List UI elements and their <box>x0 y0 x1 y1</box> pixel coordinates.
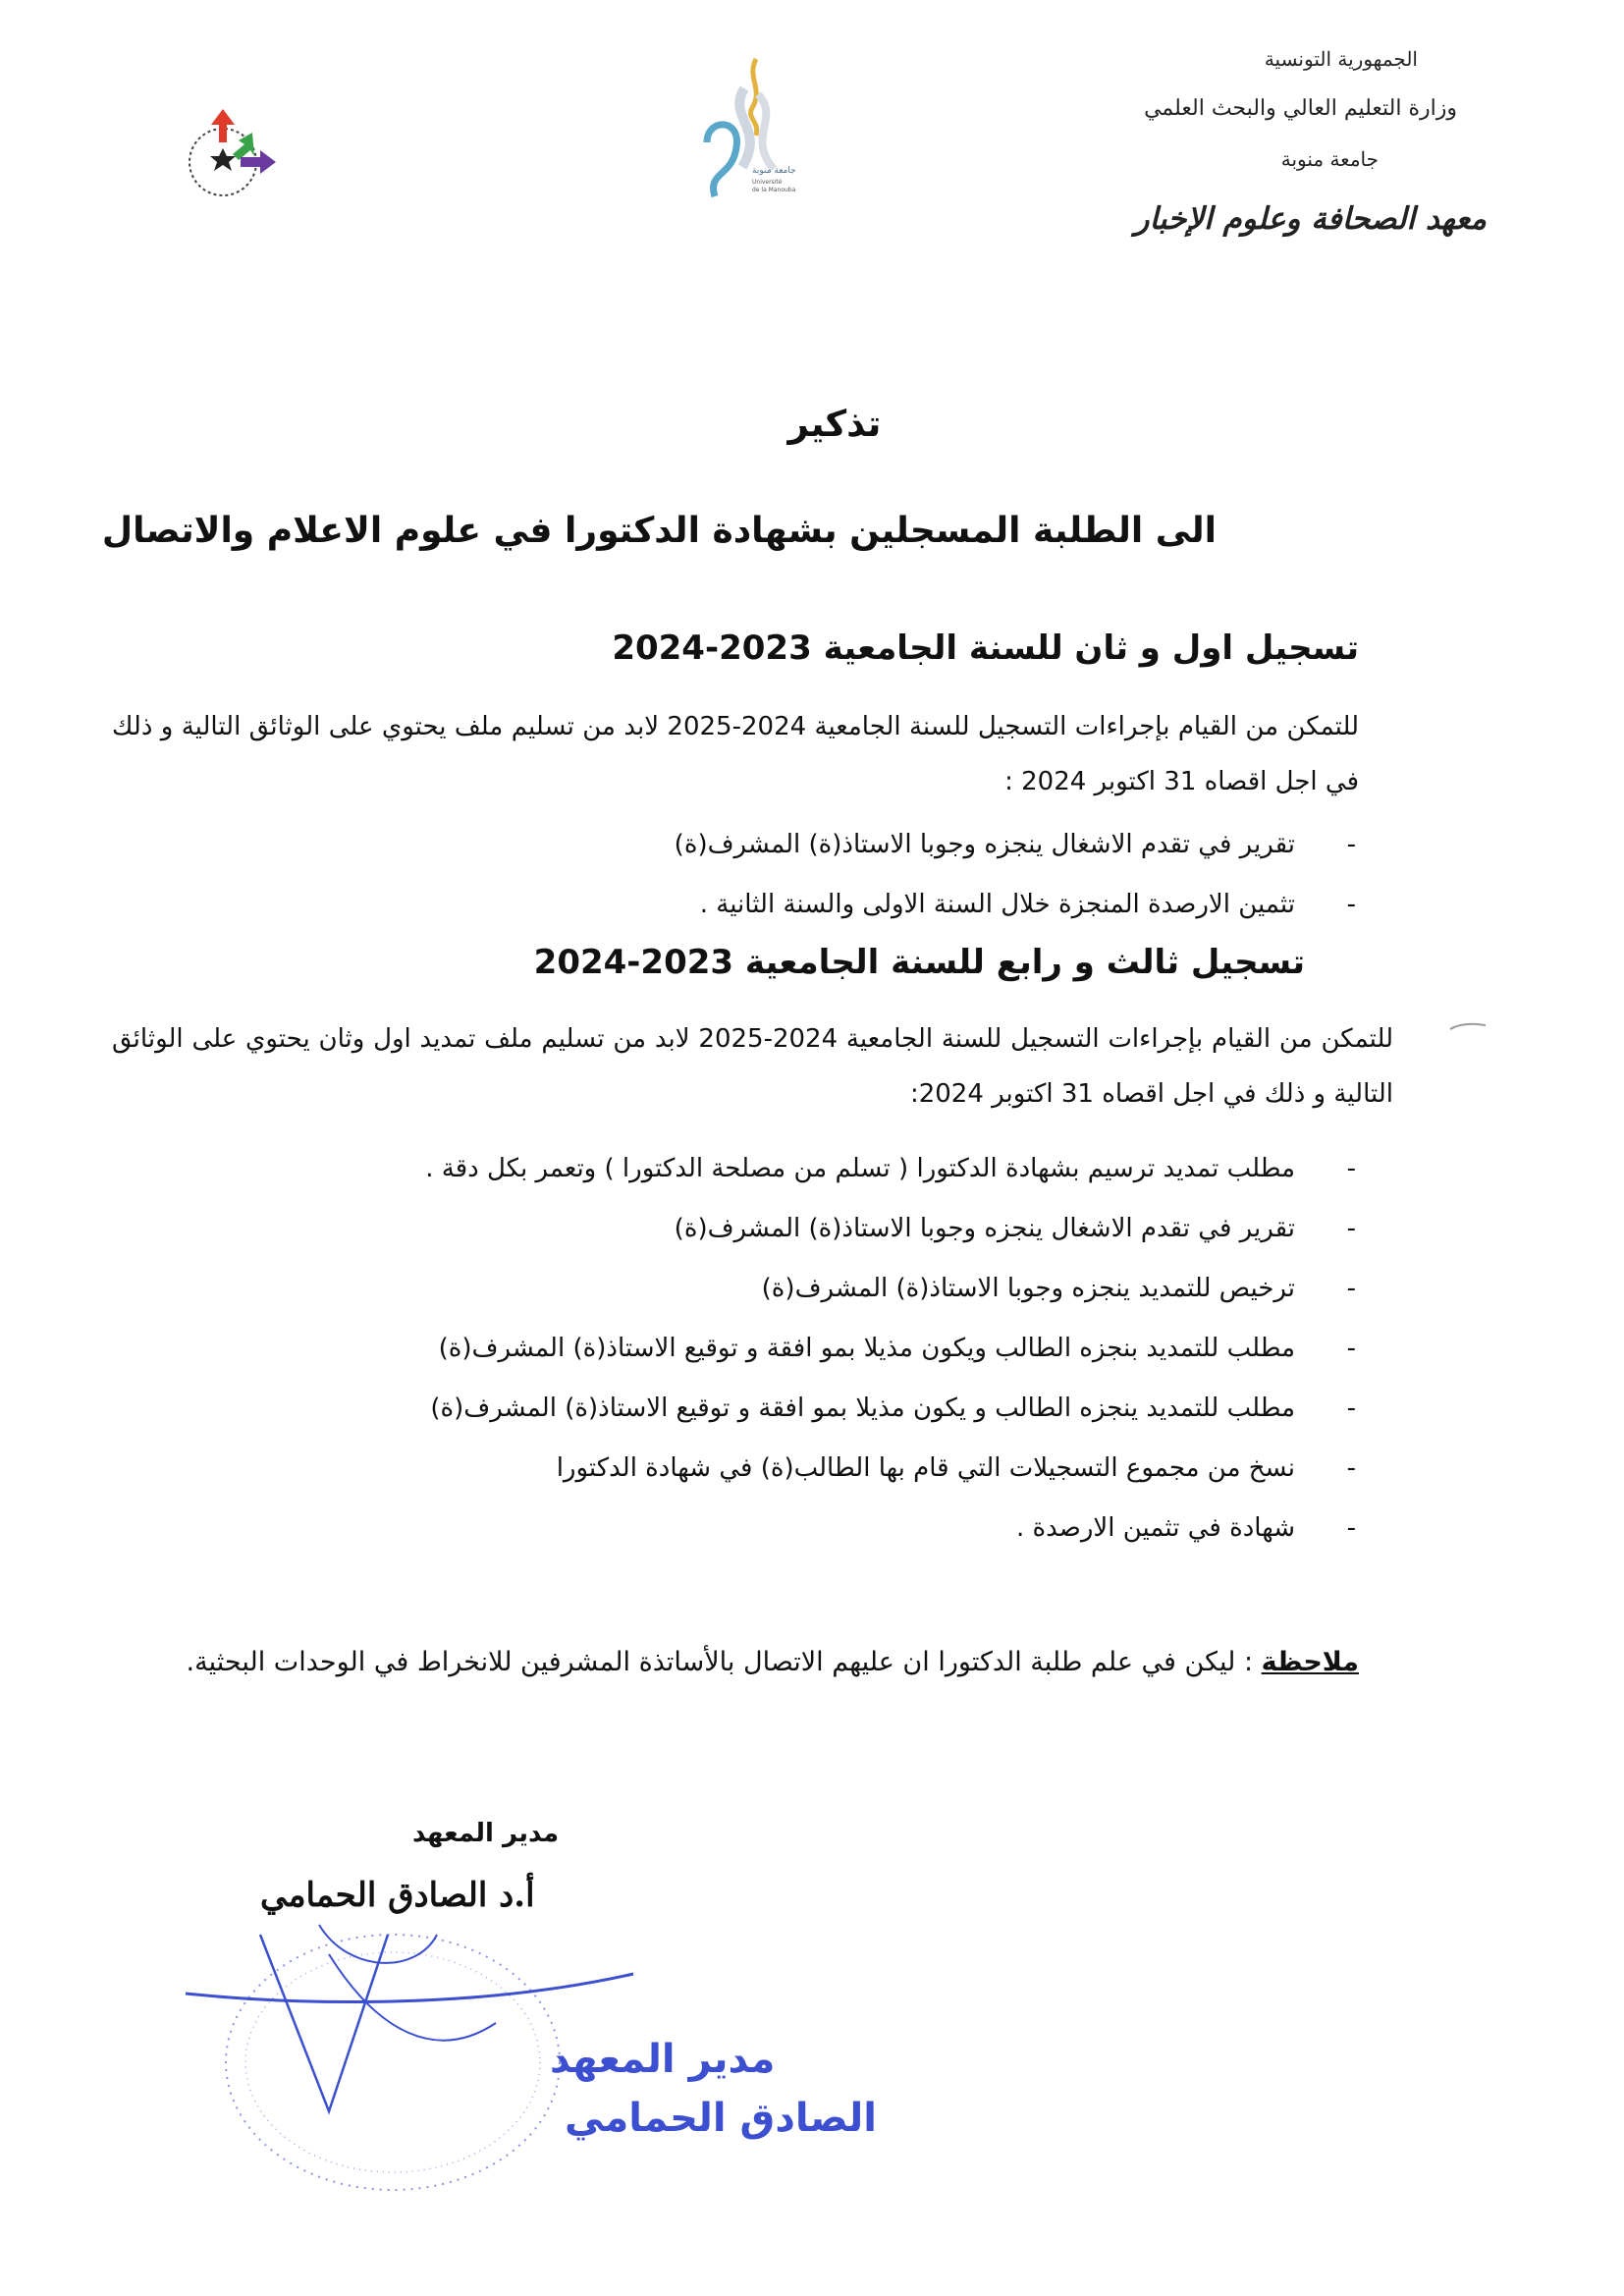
section1-list <box>675 825 1364 945</box>
bullet-dash: - <box>1346 1513 1356 1543</box>
list-item <box>425 1389 1364 1449</box>
list-item-text: ترخيص للتمديد ينجزه وجوبا الاستاذ(ة) المشرف(ة) <box>761 1274 1295 1303</box>
list-item-text: مطلب للتمديد ينجزه الطالب و يكون مذيلا بمو افقة و توقيع الاستاذ(ة) المشرف(ة) <box>430 1394 1295 1423</box>
bullet-dash: - <box>1346 1394 1356 1423</box>
list-item <box>425 1269 1364 1329</box>
stamp-line2: الصادق الحمامي <box>565 2096 878 2141</box>
bullet-dash: - <box>1346 1214 1356 1243</box>
list-item-text: مطلب للتمديد بنجزه الطالب ويكون مذيلا بمو افقة و توقيع الاستاذ(ة) المشرف(ة) <box>438 1334 1295 1363</box>
signature-name: أ.د الصادق الحمامي <box>260 1876 535 1915</box>
logo-text-fr2: de la Manouba <box>752 187 796 193</box>
logo-text-ar: جامعة منوبة <box>752 166 796 176</box>
bullet-dash: - <box>1346 830 1356 859</box>
official-stamp <box>182 1915 878 2210</box>
document-title-text: تذكير <box>787 403 882 445</box>
list-item <box>675 825 1364 885</box>
list-item-text: تقرير في تقدم الاشغال ينجزه وجوبا الاستاذ(ة) المشرف(ة) <box>674 830 1295 859</box>
note-paragraph <box>136 1630 1359 1695</box>
header-institute: معهد الصحافة وعلوم الإخبار <box>1134 201 1487 237</box>
section2-list <box>425 1149 1364 1568</box>
signature-role: مدير المعهد <box>412 1819 560 1848</box>
bullet-dash: - <box>1346 890 1356 919</box>
list-item <box>425 1449 1364 1508</box>
section1-intro: للتمكن من القيام بإجراءات التسجيل للسنة الجامعية 2024-2025 لابد من تسليم ملف يحتوي على الوثائق التالية و ذلك في اجل اقصاه 31 اكتوبر 2024 : <box>112 712 1359 796</box>
list-item <box>425 1149 1364 1209</box>
header-university: جامعة منوبة <box>1280 147 1379 171</box>
section2-title: تسجيل ثالث و رابع للسنة الجامعية 2023-2024 <box>533 943 1305 982</box>
logo-text-fr1: Université <box>752 179 783 186</box>
list-item-text: مطلب تمديد ترسيم بشهادة الدكتورا ( تسلم من مصلحة الدكتورا ) وتعمر بكل دقة . <box>425 1154 1295 1183</box>
list-item <box>425 1329 1364 1389</box>
note-label: ملاحظة <box>1261 1647 1359 1677</box>
document-subtitle: الى الطلبة المسجلين بشهادة الدكتورا في علوم الاعلام والاتصال <box>101 511 1217 551</box>
list-item-text: تثمين الارصدة المنجزة خلال السنة الاولى والسنة الثانية . <box>699 890 1295 919</box>
list-item <box>425 1209 1364 1269</box>
bullet-dash: - <box>1346 1274 1356 1303</box>
header-ministry: وزارة التعليم العالي والبحث العلمي <box>1144 96 1457 121</box>
bullet-dash: - <box>1346 1453 1356 1483</box>
list-item <box>675 885 1364 945</box>
section1-title: تسجيل اول و ثان للسنة الجامعية 2023-2024 <box>612 629 1359 668</box>
scan-mark <box>1448 1021 1488 1031</box>
document-title <box>0 403 1551 445</box>
section2-intro: للتمكن من القيام بإجراءات التسجيل للسنة الجامعية 2024-2025 لابد من تسليم ملف تمديد اول وثان يحتوي على الوثائق التالية و ذلك في اجل اقصاه 31 اكتوبر 2024: <box>112 1024 1393 1109</box>
note-text: : ليكن في علم طلبة الدكتورا ان عليهم الاتصال بالأساتذة المشرفين للانخراط في الوحدات البحثية. <box>186 1647 1262 1677</box>
university-manouba-logo <box>687 49 815 216</box>
ipsi-logo <box>182 103 309 216</box>
list-item <box>425 1508 1364 1568</box>
list-item-text: نسخ من مجموع التسجيلات التي قام بها الطالب(ة) في شهادة الدكتورا <box>556 1453 1295 1483</box>
list-item-text: تقرير في تقدم الاشغال ينجزه وجوبا الاستاذ(ة) المشرف(ة) <box>674 1214 1295 1243</box>
bullet-dash: - <box>1346 1154 1356 1183</box>
list-item-text: شهادة في تثمين الارصدة . <box>1015 1513 1295 1543</box>
header-republic: الجمهورية التونسية <box>1264 47 1418 71</box>
bullet-dash: - <box>1346 1334 1356 1363</box>
stamp-line1: مدير المعهد <box>550 2037 776 2082</box>
